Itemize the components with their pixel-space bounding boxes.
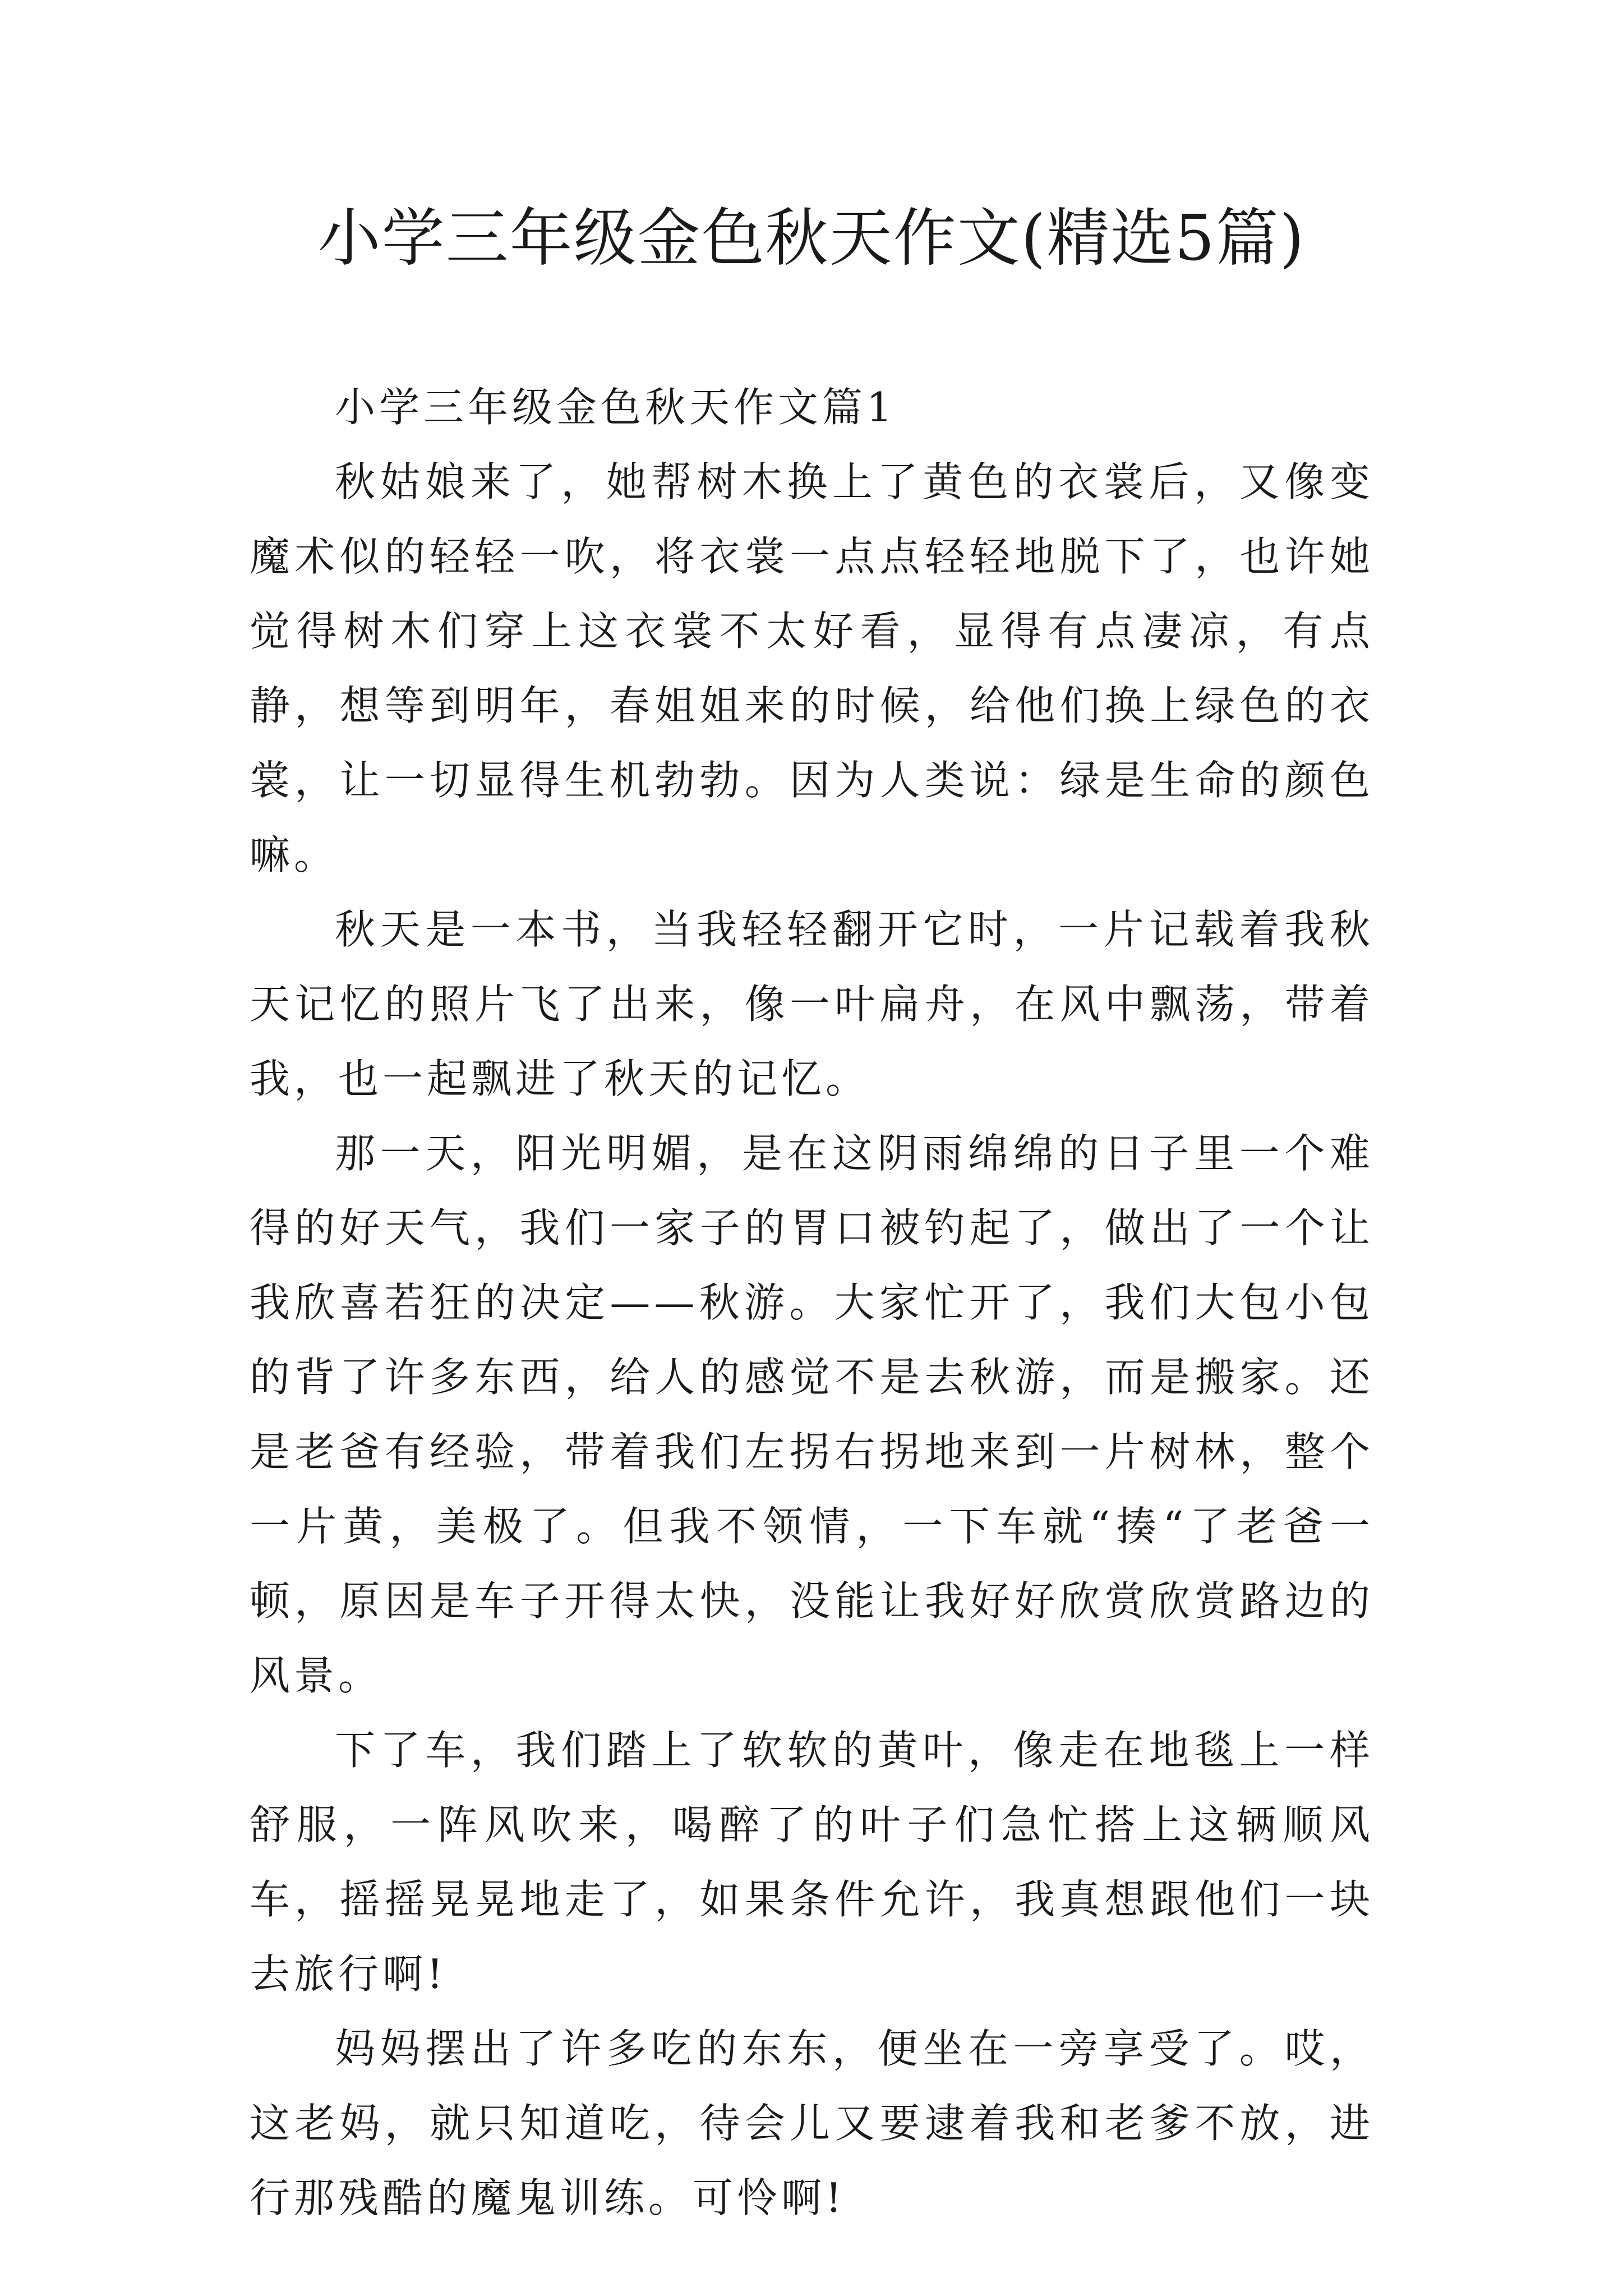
paragraph-4: 下了车，我们踏上了软软的黄叶，像走在地毯上一样舒服，一阵风吹来，喝醉了的叶子们急忙搭上这辆顺风车，摇摇晃晃地走了，如果条件允许，我真想跟他们一块去旅行啊! <box>250 1727 1374 1998</box>
paragraph-3: 那一天，阳光明媚，是在这阴雨绵绵的日子里一个难得的好天气，我们一家子的胃口被钓起了，做出了一个让我欣喜若狂的决定——秋游。大家忙开了，我们大包小包的背了许多东西，给人的感觉不是去秋游，而是搬家。还是老爸有经验，带着我们左拐右拐地来到一片树林，整个一片黄，美极了。但我不领情，一下车就“揍“了老爸一顿，原因是车子开得太快，没能让我好好欣赏欣赏路边的风景。 <box>250 1130 1374 1699</box>
document-title: 小学三年级金色秋天作文(精选5篇) <box>317 202 1306 275</box>
paragraph-1: 秋姑娘来了，她帮树木换上了黄色的衣裳后，又像变魔术似的轻轻一吹，将衣裳一点点轻轻地脱下了，也许她觉得树木们穿上这衣裳不太好看，显得有点凄凉，有点静，想等到明年，春姐姐来的时候，给他们换上绿色的衣裳，让一切显得生机勃勃。因为人类说：绿是生命的颜色嘛。 <box>250 458 1374 878</box>
document-body <box>250 370 1374 2235</box>
section-heading: 小学三年级金色秋天作文篇1 <box>335 384 896 431</box>
paragraph-5: 妈妈摆出了许多吃的东东，便坐在一旁享受了。哎，这老妈，就只知道吃，待会儿又要逮着我和老爹不放，进行那残酷的魔鬼训练。可怜啊! <box>250 2025 1374 2221</box>
paragraph-2: 秋天是一本书，当我轻轻翻开它时，一片记载着我秋天记忆的照片飞了出来，像一叶扁舟，在风中飘荡，带着我，也一起飘进了秋天的记忆。 <box>250 906 1374 1102</box>
